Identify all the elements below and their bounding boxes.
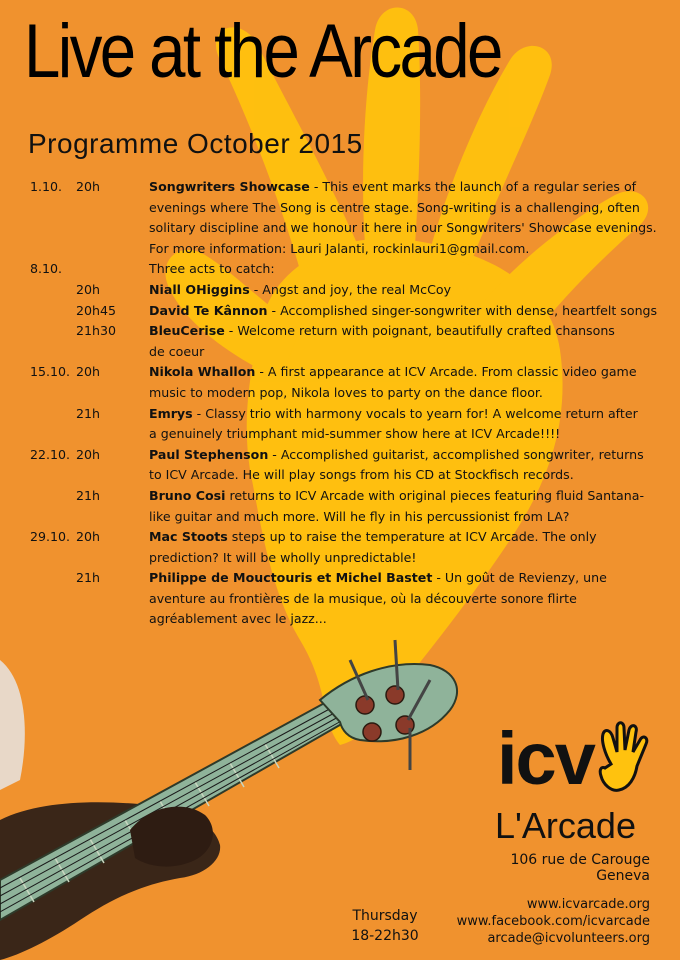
event-time bbox=[76, 259, 149, 280]
venue-address bbox=[495, 852, 650, 884]
event-description: Songwriters Showcase - This event marks the launch of a regular series of evenings where The Song is centre stage. Song-writing is a challenging, often solitary discipline and we honour it here in our Songwriters' Showcase evenings. For more information: Lauri Jalanti, rockinlauri1@gmail.com. bbox=[149, 179, 657, 256]
event-date bbox=[30, 404, 76, 445]
hand-icon bbox=[593, 716, 653, 806]
event-artist: Philippe de Mouctouris et Michel Bastet bbox=[149, 570, 433, 586]
list-item bbox=[30, 177, 675, 259]
event-date bbox=[30, 301, 76, 322]
list-item bbox=[30, 486, 675, 527]
event-date bbox=[30, 280, 76, 301]
facebook-link[interactable]: www.facebook.com/icvarcade bbox=[456, 914, 650, 929]
list-item bbox=[30, 280, 675, 301]
list-item bbox=[30, 404, 675, 445]
event-description: David Te Kânnon - Accomplished singer-songwriter with dense, heartfelt songs bbox=[149, 302, 658, 318]
opening-hours bbox=[345, 906, 425, 946]
event-date: 29.10. bbox=[30, 529, 71, 545]
event-date bbox=[30, 321, 76, 362]
event-date: 15.10. bbox=[30, 364, 71, 380]
event-description: BleuCerise - Welcome return with poignant, beautifully crafted chansons de coeur bbox=[149, 323, 615, 359]
event-artist: Nikola Whallon bbox=[149, 364, 256, 380]
website-link[interactable]: www.icvarcade.org bbox=[526, 897, 650, 912]
logo-arcade-text: L'Arcade bbox=[495, 805, 636, 846]
event-date: 22.10. bbox=[30, 446, 71, 462]
list-item bbox=[30, 362, 675, 403]
icv-logo bbox=[497, 717, 594, 800]
event-time: 21h bbox=[76, 487, 101, 503]
event-artist: David Te Kânnon bbox=[149, 302, 268, 318]
event-artist: Bruno Cosi bbox=[149, 487, 226, 503]
event-date bbox=[30, 486, 76, 527]
contact-links bbox=[457, 896, 650, 947]
poster-title: Live at the Arcade bbox=[24, 9, 501, 94]
event-description: Paul Stephenson - Accomplished guitarist, accomplished songwriter, returns to ICV Arcade. He will play songs from his CD at Stockfisch records. bbox=[149, 446, 644, 483]
poster-subtitle: Programme October 2015 bbox=[28, 128, 363, 159]
event-time: 20h bbox=[76, 446, 101, 462]
event-description: Nikola Whallon - A first appearance at ICV Arcade. From classic video game music to modern pop, Nikola loves to party on the dance floor. bbox=[149, 364, 637, 400]
list-item bbox=[30, 527, 675, 568]
event-time: 20h45 bbox=[76, 302, 117, 318]
hours-day: Thursday bbox=[352, 908, 418, 924]
event-date: 1.10. bbox=[30, 179, 63, 194]
email-link[interactable]: arcade@icvolunteers.org bbox=[487, 931, 650, 946]
event-description: Three acts to catch: bbox=[149, 261, 275, 277]
event-description: Mac Stoots steps up to raise the temperature at ICV Arcade. The only prediction? It will be wholly unpredictable! bbox=[149, 529, 597, 565]
list-item bbox=[30, 301, 675, 322]
event-time: 21h30 bbox=[76, 323, 117, 339]
event-description: Philippe de Mouctouris et Michel Bastet - Un goût de Revienzy, une aventure au frontières de la musique, où la découverte sonore flirte agréablement avec le jazz... bbox=[149, 570, 607, 627]
hours-time: 18-22h30 bbox=[351, 928, 419, 944]
list-item bbox=[30, 445, 675, 486]
event-date: 8.10. bbox=[30, 261, 63, 277]
address-city: Geneva bbox=[596, 868, 650, 884]
logo-text: icv bbox=[497, 717, 594, 800]
event-time: 20h bbox=[76, 179, 101, 194]
event-time: 21h bbox=[76, 570, 101, 586]
list-item bbox=[30, 259, 675, 280]
event-artist: Songwriters Showcase bbox=[149, 179, 310, 194]
event-artist: Paul Stephenson bbox=[149, 446, 269, 462]
event-time: 20h bbox=[76, 529, 101, 545]
event-artist: Mac Stoots bbox=[149, 529, 228, 545]
event-artist: Emrys bbox=[149, 405, 193, 421]
event-time: 21h bbox=[76, 405, 101, 421]
programme-list bbox=[30, 177, 675, 630]
event-artist: BleuCerise bbox=[149, 323, 225, 339]
event-description: Emrys - Classy trio with harmony vocals to yearn for! A welcome return after a genuinely triumphant mid-summer show here at ICV Arcade!!!! bbox=[149, 405, 638, 442]
address-street: 106 rue de Carouge bbox=[510, 852, 650, 868]
event-description: Niall OHiggins - Angst and joy, the real McCoy bbox=[149, 281, 452, 297]
event-time: 20h bbox=[76, 281, 101, 297]
event-description: Bruno Cosi returns to ICV Arcade with original pieces featuring fluid Santana- like guitar and much more. Will he fly in his percussionist from LA? bbox=[149, 487, 645, 524]
event-time: 20h bbox=[76, 364, 101, 380]
list-item bbox=[30, 321, 675, 362]
event-artist: Niall OHiggins bbox=[149, 281, 250, 297]
